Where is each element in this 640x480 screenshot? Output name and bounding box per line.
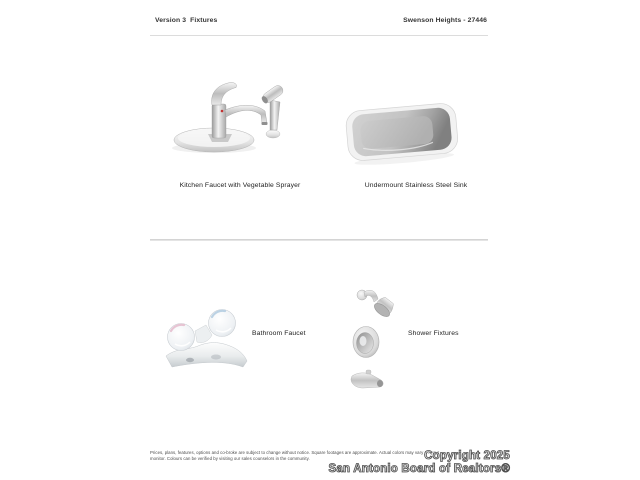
kitchen-faucet-image [170, 78, 296, 162]
section-divider [150, 239, 488, 241]
shower-fixtures-image [346, 286, 400, 394]
header-divider [150, 35, 488, 36]
bathroom-faucet-icon [164, 304, 252, 370]
undermount-sink-icon [344, 99, 460, 167]
shower-fixtures-label: Shower Fixtures [408, 330, 459, 337]
kitchen-faucet-icon [170, 78, 296, 162]
bathroom-faucet-image [164, 304, 252, 370]
kitchen-faucet-label: Kitchen Faucet with Vegetable Sprayer [179, 182, 301, 189]
listing-title: Swenson Heights - 27446 [403, 17, 487, 24]
watermark-line-2: San Antonio Board of Realtors® [328, 462, 510, 475]
undermount-sink-label: Undermount Stainless Steel Sink [364, 182, 468, 189]
disclaimer-line-2: monitor. Colours can be verified by visiting our sales counselors in the community. [150, 455, 310, 461]
page-title: Version 3 Fixtures [155, 17, 218, 24]
watermark-line-1: Copyright 2025 [424, 450, 510, 462]
copyright-watermark [300, 450, 510, 476]
undermount-sink-image [344, 99, 460, 167]
bathroom-faucet-label: Bathroom Faucet [252, 330, 306, 337]
shower-fixtures-icon [346, 286, 400, 394]
disclaimer-line-1: Prices, plans, features, options and co-broke are subject to change without notice. Square footages are approximate. Actual colors may vary on your [150, 450, 440, 455]
